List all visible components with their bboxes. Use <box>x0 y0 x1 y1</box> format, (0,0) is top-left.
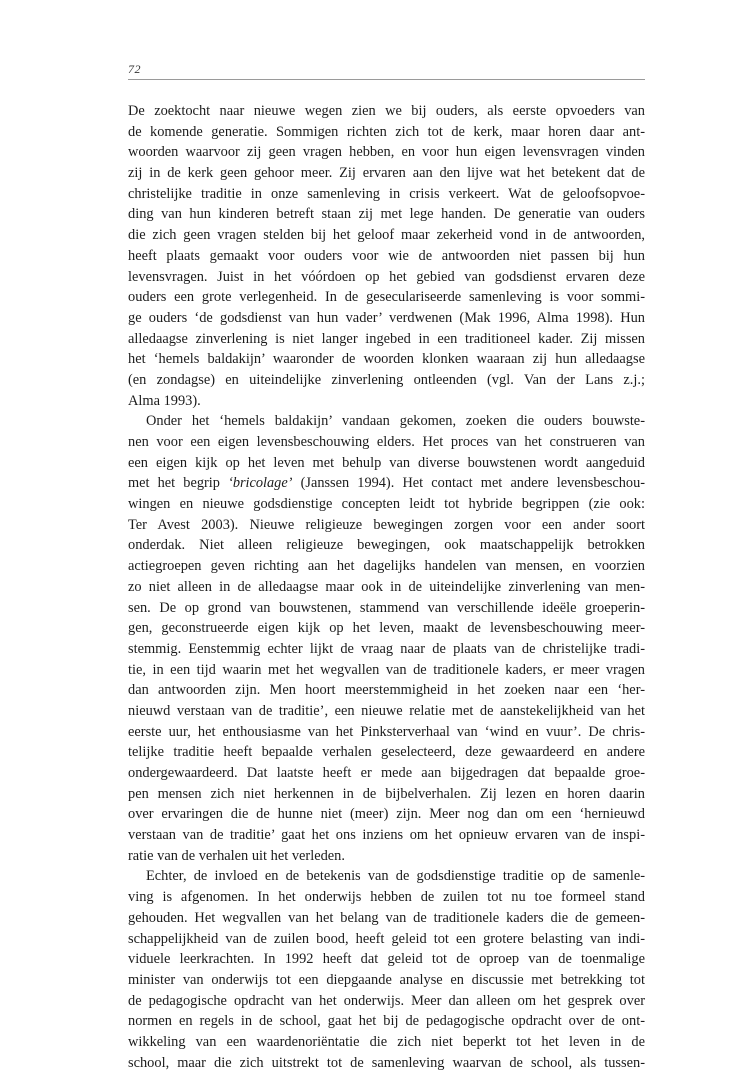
italic-term: ‘bricolage’ <box>228 475 293 492</box>
text-line: de komende generatie. Sommigen richten zich tot de kerk, maar horen daar ant- <box>128 123 645 140</box>
text-line: eerste uur, het enthousiasme van het Pinksterverhaal van ‘wind en vuur’. De chris- <box>128 723 645 740</box>
text-line: verstaan van de traditie’ gaat het ons inziens om het opnieuw ervaren van de inspi- <box>128 827 645 844</box>
text-line: sen. De op grond van bouwstenen, stammend van verschillende ideële groeperin- <box>128 599 645 616</box>
text-line: Echter, de invloed en de betekenis van de godsdienstige traditie op de samenle- <box>146 868 645 885</box>
page-number: 72 <box>128 62 141 76</box>
text-line: over ervaringen die de hunne niet (meer) zijn. Meer nog dan om een ‘hernieuwd <box>128 806 645 823</box>
text-line: schappelijkheid van de zuilen bood, heeft geleid tot een grotere belasting van indi- <box>128 930 645 947</box>
text-line: normen en regels in de school, gaat het bij de pedagogische opdracht over de ont- <box>128 1013 645 1030</box>
text-line: wingen en nieuwe godsdienstige concepten leidt tot hybride begrippen (zie ook: <box>128 496 645 513</box>
text-line: gehouden. Het wegvallen van het belang van de traditionele kaders die de gemeen- <box>128 909 645 926</box>
paragraph-2 <box>128 411 645 866</box>
text-line: ving is afgenomen. In het onderwijs hebben de zuilen tot nu toe formeel stand <box>128 889 645 906</box>
text-line: dan antwoorden zijn. Men hoort meerstemmigheid in het zoeken naar een ‘her- <box>128 682 645 699</box>
text-line: tie, in een tijd waarin met het wegvallen van de traditionele kaders, er meer vragen <box>128 661 645 678</box>
text-line: nieuwd verstaan van de traditie’, een nieuwe relatie met de aanstekelijkheid van het <box>128 702 645 719</box>
text-line: actiegroepen geven richting aan het dagelijks handelen van mensen, en voorzien <box>128 558 645 575</box>
text-line: wikkeling van een waardenoriëntatie die zich niet beperkt tot het leven in de <box>128 1033 645 1050</box>
text-line: minister van onderwijs tot een diepgaande analyse en discussie met betrekking tot <box>128 971 645 988</box>
paragraph-1 <box>128 101 645 411</box>
text-line: met het begrip ‘bricolage’ (Janssen 1994). Het contact met andere levensbeschou- <box>128 475 645 492</box>
text-line: gen, geconstrueerde eigen kijk op het leven, maakt de levensbeschouwing meer- <box>128 620 645 637</box>
text-line: (en zondagse) en uiteindelijke zinverlening ontleenden (vgl. Van der Lans z.j.; <box>128 371 645 388</box>
text-line: een eigen kijk op het leven met behulp van diverse bouwstenen wordt aangeduid <box>128 454 645 471</box>
text-line: levensvragen. Juist in het vóórdoen op het gebied van godsdienst ervaren deze <box>128 268 645 285</box>
text-line: Alma 1993). <box>128 392 201 409</box>
text-line: onderdak. Niet alleen religieuze bewegingen, ook maatschappelijk betrokken <box>128 537 645 554</box>
text-line: viduele leerkrachten. In 1992 heeft dat geleid tot de oproep van de toenmalige <box>128 951 645 968</box>
text-line: zij in de kerk geen gehoor meer. Zij ervaren aan den lijve wat het betekent dat de <box>128 165 645 182</box>
text-line: Ter Avest 2003). Nieuwe religieuze bewegingen zorgen voor een ander soort <box>128 516 645 533</box>
header-rule <box>128 79 645 80</box>
text-line: ding van hun kinderen betreft staan zij met lege handen. De generatie van ouders <box>128 206 645 223</box>
text-line: woorden waarvoor zij geen vragen hebben, en voor hun eigen levensvragen vinden <box>128 144 645 161</box>
text-line: ge ouders ‘de godsdienst van hun vader’ verdwenen (Mak 1996, Alma 1998). Hun <box>128 309 645 326</box>
body-text <box>128 101 645 1073</box>
text-line: De zoektocht naar nieuwe wegen zien we bij ouders, als eerste opvoeders van <box>128 103 645 119</box>
text-line: school, maar die zich uitstrekt tot de samenleving waarvan de school, als tussen- <box>128 1054 645 1071</box>
text-line: stemmig. Eenstemmig echter lijkt de vraag naar de plaats van de christelijke tradi- <box>128 640 645 657</box>
text-line: het ‘hemels baldakijn’ waaronder de woorden klonken waaraan zij hun alledaagse <box>128 351 645 368</box>
text-line: pen mensen zich niet herkennen in de bijbelverhalen. Zij lezen en horen daarin <box>128 785 645 802</box>
text-line: ouders een grote verlegenheid. In de geseculariseerde samenleving is voor sommi- <box>128 289 645 306</box>
text-line: christelijke traditie in onze samenleving in crisis verkeert. Wat de geloofsopvoe- <box>128 185 645 202</box>
text-line: die zich geen vragen stelden bij het geloof maar zekerheid vond in de antwoorden, <box>128 227 645 244</box>
text-line: nen voor een eigen levensbeschouwing elders. Het proces van het construeren van <box>128 434 645 450</box>
text-line: ratie van de verhalen uit het verleden. <box>128 847 345 864</box>
text-line: Onder het ‘hemels baldakijn’ vandaan gekomen, zoeken die ouders bouwste- <box>146 413 645 430</box>
text-line: de pedagogische opdracht van het onderwijs. Meer dan alleen om het gesprek over <box>128 992 645 1009</box>
paragraph-3 <box>128 866 645 1073</box>
text-line: heeft plaats gemaakt voor ouders voor wie de antwoorden niet passen bij hun <box>128 247 645 264</box>
text-line: ondergewaardeerd. Dat laatste heeft er mede aan bijgedragen dat bepaalde groe- <box>128 765 645 781</box>
text-line: telijke traditie heeft bepaalde verhalen geselecteerd, deze gewaardeerd en andere <box>128 744 645 761</box>
text-line: zo niet alleen in de alledaagse maar ook in de uiteindelijke zinverlening van men- <box>128 578 645 595</box>
text-line: alledaagse zinverlening is niet langer ingebed in een traditioneel kader. Zij missen <box>128 330 645 347</box>
